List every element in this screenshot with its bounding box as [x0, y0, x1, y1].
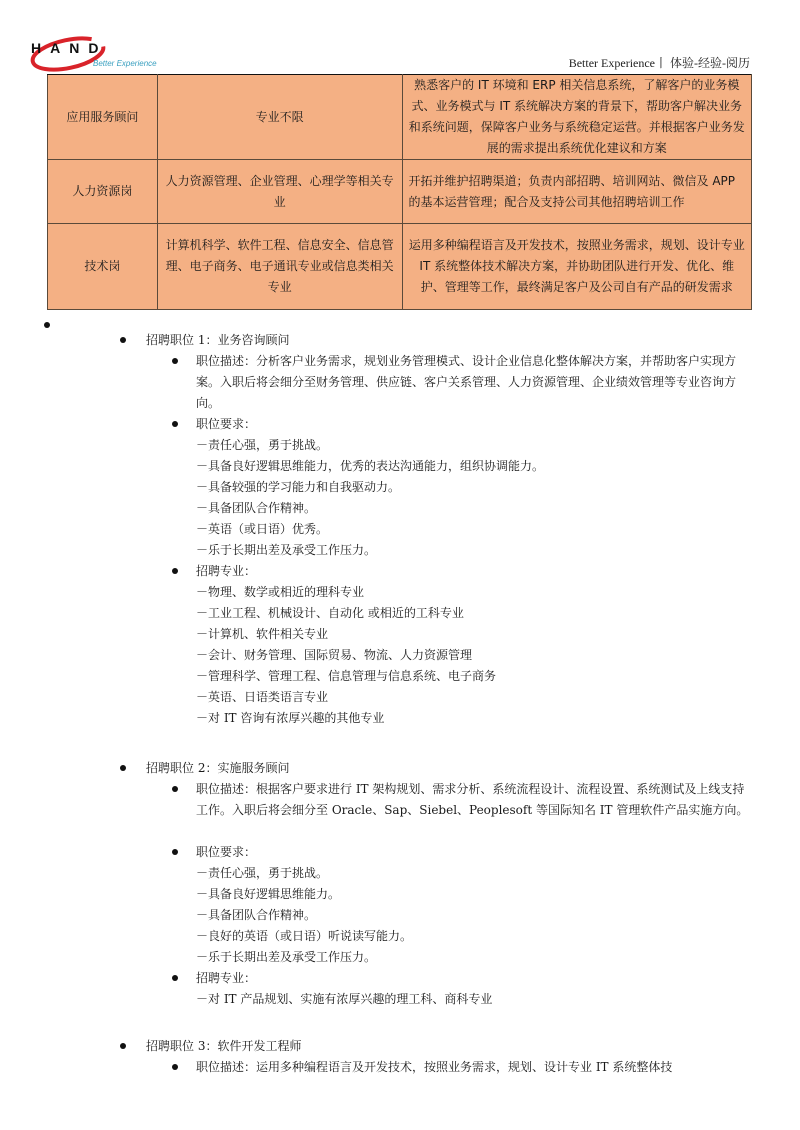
- major-item: －会计、财务管理、国际贸易、物流、人力资源管理: [196, 648, 473, 662]
- major-item: －物理、数学或相近的理科专业: [196, 585, 365, 599]
- table-row: [48, 75, 752, 160]
- cell-majors: 专业不限: [157, 75, 402, 160]
- job-description: 职位描述：根据客户要求进行 IT 架构规划、需求分析、系统流程设计、流程设置、系统测试及上线支持工作。入职后将会细分至 Oracle、Sap、Siebel、Peoplesoft 等国际知名 IT 管理软件产品实施方向。: [196, 782, 749, 817]
- job-title: 招聘职位 1：业务咨询顾问: [146, 333, 290, 347]
- cell-majors: 计算机科学、软件工程、信息安全、信息管理、电子商务、电子通讯专业或信息类相关专业: [157, 224, 402, 310]
- bullet-icon: [120, 1043, 126, 1049]
- majors-label: 招聘专业：: [196, 971, 257, 985]
- requirement-item: －具备团队合作精神。: [196, 908, 317, 922]
- bullet-icon: [172, 1064, 178, 1070]
- cell-position: 应用服务顾问: [48, 75, 158, 160]
- cell-description: 开拓并维护招聘渠道；负责内部招聘、培训网站、微信及 APP 的基本运营管理；配合及支持公司其他招聘培训工作: [402, 160, 751, 224]
- table-row: [48, 160, 752, 224]
- job-description: 职位描述：分析客户业务需求，规划业务管理模式、设计企业信息化整体解决方案，并帮助客户实现方案。入职后将会细分至财务管理、供应链、客户关系管理、人力资源管理、企业绩效管理等专业咨询方向。: [196, 354, 737, 410]
- job-description: 职位描述：运用多种编程语言及开发技术，按照业务需求，规划、设计专业 IT 系统整体技: [196, 1060, 673, 1074]
- positions-table: [47, 74, 752, 310]
- cell-description: 运用多种编程语言及开发技术，按照业务需求，规划、设计专业 IT 系统整体技术解决方案，并协助团队进行开发、优化、维护、管理等工作，最终满足客户及公司自有产品的研发需求: [402, 224, 751, 310]
- table-row: [48, 224, 752, 310]
- requirement-item: －乐于长期出差及承受工作压力。: [196, 543, 377, 557]
- bullet-icon: [120, 337, 126, 343]
- requirement-item: －具备良好逻辑思维能力。: [196, 887, 341, 901]
- major-item: －英语、日语类语言专业: [196, 690, 329, 704]
- major-item: －对 IT 产品规划、实施有浓厚兴趣的理工科、商科专业: [196, 992, 493, 1006]
- bullet-icon: [172, 849, 178, 855]
- cell-position: 人力资源岗: [48, 160, 158, 224]
- requirements-label: 职位要求：: [196, 417, 257, 431]
- header-slogan: Better Experience丨 体验-经验-阅历: [568, 56, 750, 70]
- logo-wordmark: HAND: [31, 40, 108, 56]
- bullet-icon: [120, 765, 126, 771]
- cell-description: 熟悉客户的 IT 环境和 ERP 相关信息系统，了解客户的业务模式、业务模式与 IT 系统解决方案的背景下，帮助客户解决业务和系统问题，保障客户业务与系统稳定运营。并根据客户业务发展的需求提出系统优化建议和方案: [402, 75, 751, 160]
- requirement-item: －责任心强，勇于挑战。: [196, 866, 329, 880]
- bullet-icon: [172, 568, 178, 574]
- requirement-item: －具备较强的学习能力和自我驱动力。: [196, 480, 401, 494]
- requirement-item: －具备良好逻辑思维能力，优秀的表达沟通能力，组织协调能力。: [196, 459, 545, 473]
- bullet-icon: [172, 358, 178, 364]
- bullet-icon: [172, 975, 178, 981]
- requirement-item: －良好的英语（或日语）听说读写能力。: [196, 929, 413, 943]
- major-item: －管理科学、管理工程、信息管理与信息系统、电子商务: [196, 669, 497, 683]
- major-item: －工业工程、机械设计、自动化 或相近的工科专业: [196, 606, 464, 620]
- major-item: －计算机、软件相关专业: [196, 627, 329, 641]
- bullet-icon: [172, 786, 178, 792]
- requirement-item: －英语（或日语）优秀。: [196, 522, 329, 536]
- major-item: －对 IT 咨询有浓厚兴趣的其他专业: [196, 711, 385, 725]
- requirements-label: 职位要求：: [196, 845, 257, 859]
- bullet-icon: [172, 421, 178, 427]
- job-title: 招聘职位 3：软件开发工程师: [146, 1039, 302, 1053]
- majors-label: 招聘专业：: [196, 564, 257, 578]
- logo-tagline: Better Experience: [93, 59, 157, 68]
- requirement-item: －乐于长期出差及承受工作压力。: [196, 950, 377, 964]
- job-title: 招聘职位 2：实施服务顾问: [146, 761, 290, 775]
- empty-bullet-icon: [44, 322, 50, 328]
- requirement-item: －具备团队合作精神。: [196, 501, 317, 515]
- cell-majors: 人力资源管理、企业管理、心理学等相关专业: [157, 160, 402, 224]
- requirement-item: －责任心强，勇于挑战。: [196, 438, 329, 452]
- cell-position: 技术岗: [48, 224, 158, 310]
- company-logo: [28, 36, 168, 72]
